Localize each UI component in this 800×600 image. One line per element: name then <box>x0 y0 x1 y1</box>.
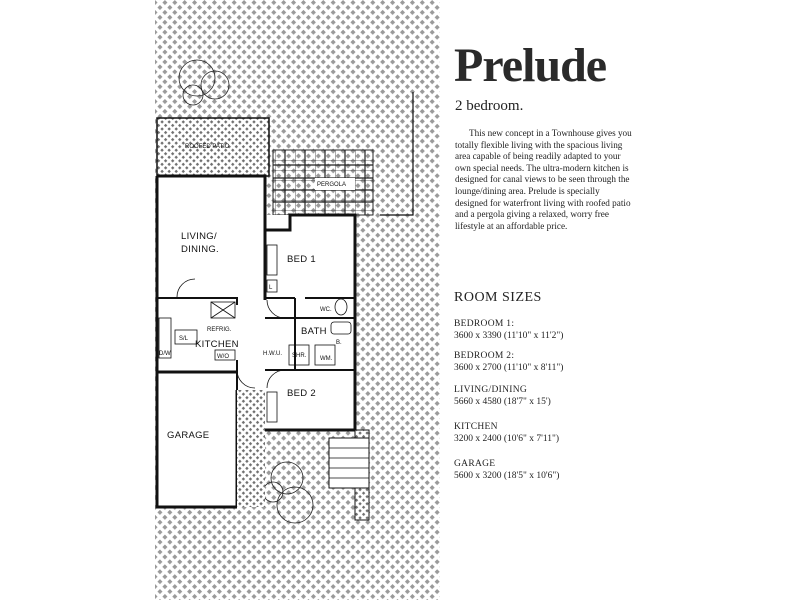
wc-label: WC. <box>320 307 332 313</box>
room-size-entry <box>454 384 551 408</box>
description-panel <box>448 0 800 600</box>
bed1-label: BED 1 <box>287 254 316 265</box>
room-name: LIVING/DINING <box>454 385 528 395</box>
room-dimensions: 3600 x 2700 (11'10" x 8'11") <box>454 363 564 373</box>
room-name: KITCHEN <box>454 422 498 432</box>
bed2-label: BED 2 <box>287 388 316 399</box>
garage-label: GARAGE <box>167 430 210 441</box>
dining-label: DINING. <box>181 244 219 255</box>
l-label: L <box>269 285 273 291</box>
kitchen-label: KITCHEN <box>195 339 239 350</box>
room-name: GARAGE <box>454 459 496 469</box>
refrig-label: REFRIG. <box>207 327 232 333</box>
b-label: B. <box>336 340 342 346</box>
room-dimensions: 3200 x 2400 (10'6" x 7'11") <box>454 434 560 444</box>
room-size-entry <box>454 458 559 482</box>
page-subtitle: 2 bedroom. <box>455 98 524 114</box>
room-sizes-heading: ROOM SIZES <box>454 290 542 305</box>
wo-label: W/O <box>217 354 229 360</box>
page-title: Prelude <box>454 39 607 92</box>
room-size-entry <box>454 350 563 374</box>
side-path <box>237 390 265 507</box>
room-name: BEDROOM 2: <box>454 351 515 361</box>
floor-plan <box>155 0 440 600</box>
wm-label: WM. <box>320 356 333 362</box>
room-size-entry <box>454 318 563 342</box>
sl-label: S/L <box>179 336 189 342</box>
room-dimensions: 3600 x 3390 (11'10" x 11'2") <box>454 331 564 341</box>
hwu-label: H.W.U. <box>263 351 282 357</box>
living-label: LIVING/ <box>181 231 217 242</box>
room-dimensions: 5660 x 4580 (18'7" x 15') <box>454 397 551 407</box>
room-dimensions: 5600 x 3200 (18'5" x 10'6") <box>454 471 560 481</box>
shr-label: SHR. <box>292 353 307 359</box>
room-size-entry <box>454 421 559 445</box>
room-name: BEDROOM 1: <box>454 319 515 329</box>
pergola-label: PERGOLA <box>317 182 347 188</box>
description-text: This new concept in a Townhouse gives you totally flexible living with the spacious living area capable of being readily adapted to your own special needs. The ultra-modern kitchen is designed for canal views to be seen through the lounge/dining area. Prelude is specially designed for waterfront living with roofed patio and a pergola giving a relaxed, worry free lifestyle at an affordable price. <box>455 128 632 231</box>
floor-plan-drawing <box>155 0 440 600</box>
dw-label: D/W <box>159 351 171 357</box>
bath-label: BATH <box>301 326 327 337</box>
roofed-patio-label: ROOFED PATIO <box>185 144 230 150</box>
